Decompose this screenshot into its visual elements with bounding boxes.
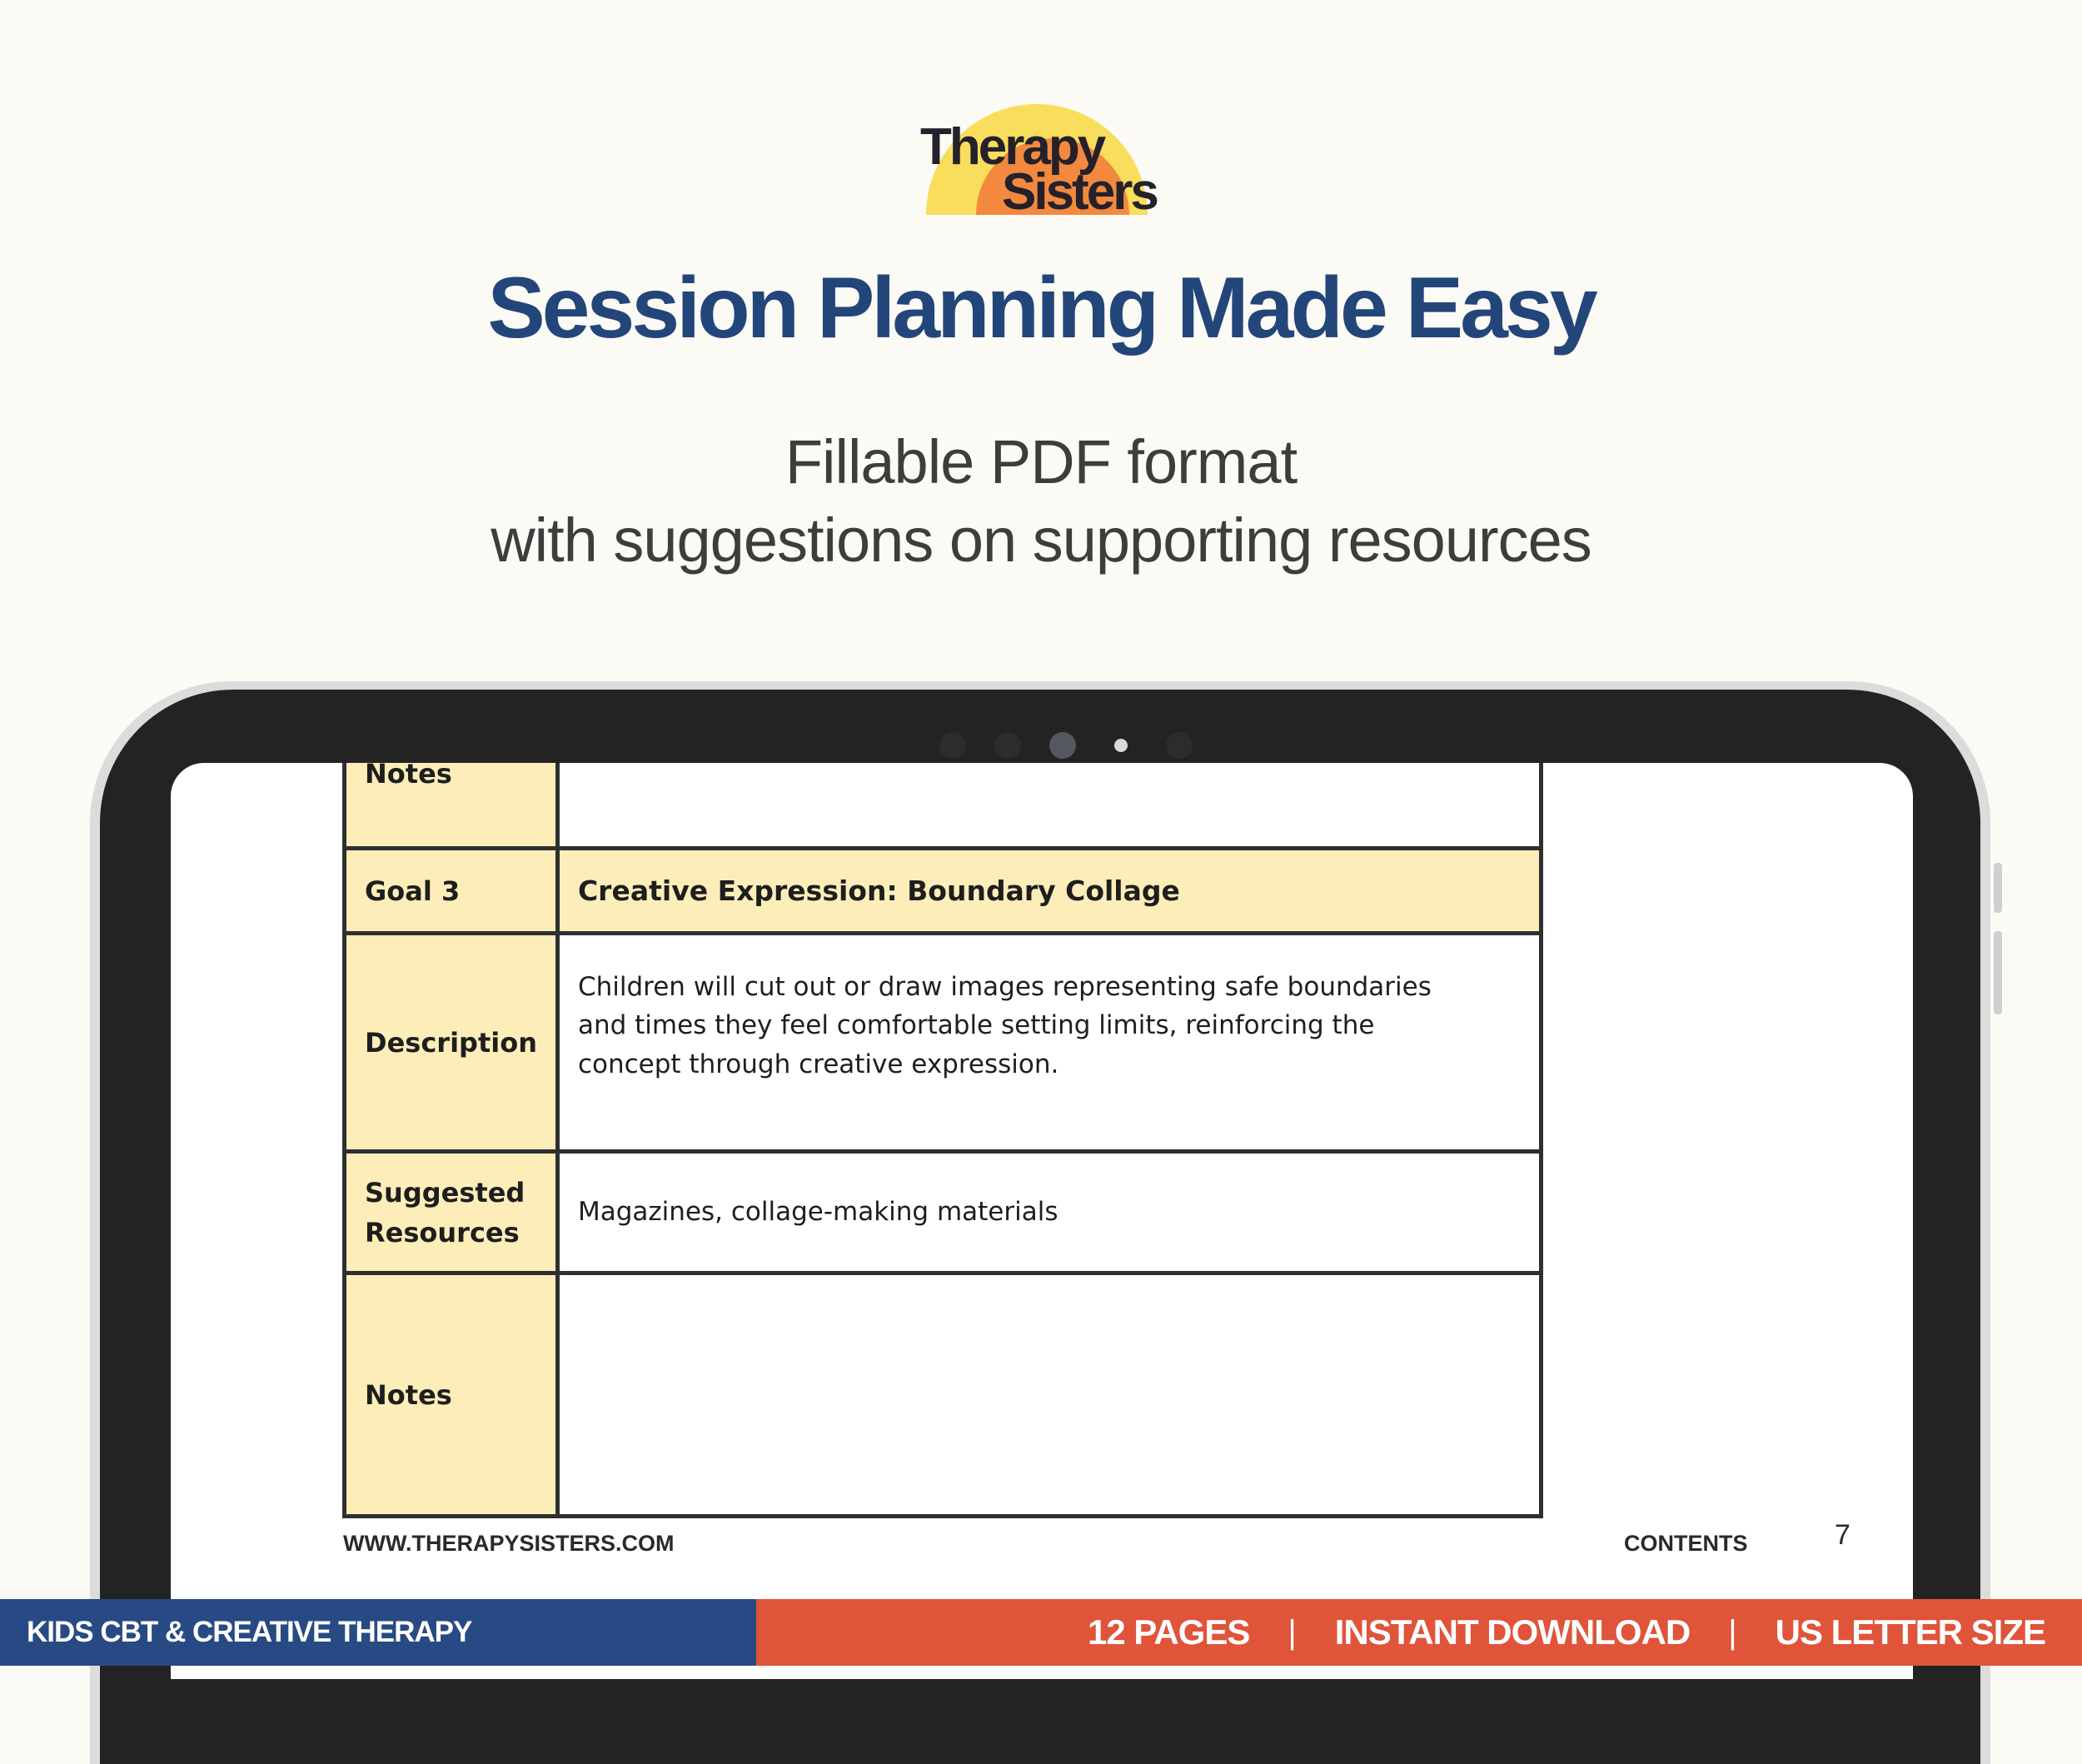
side-button	[1994, 863, 2002, 913]
website-link[interactable]: WWW.THERAPYSISTERS.COM	[343, 1531, 675, 1556]
sensor-dot	[1166, 732, 1193, 759]
volume-button	[1994, 931, 2002, 1014]
category-banner	[0, 1599, 756, 1666]
contents-link[interactable]: CONTENTS	[1624, 1531, 1748, 1556]
row-label-notes: Notes	[345, 763, 558, 849]
camera-array	[939, 731, 1193, 760]
sensor-dot	[994, 732, 1021, 759]
logo-text-line2: Sisters	[1002, 163, 1157, 221]
row-label-suggested-resources: Suggested Resources	[345, 1152, 558, 1273]
page-number: 7	[1835, 1519, 1850, 1551]
therapy-sisters-logo	[912, 98, 1162, 223]
table-row	[345, 934, 1542, 1152]
description-field[interactable]: Children will cut out or draw images representing safe boundaries and times they feel comfortable setting limits, reinforcing the concept through creative expression.	[557, 934, 1541, 1152]
subheadline-line1: Fillable PDF format	[784, 427, 1298, 496]
goal-title[interactable]: Creative Expression: Boundary Collage	[557, 849, 1541, 934]
row-label-description: Description	[345, 934, 558, 1152]
feature-letter-size: US LETTER SIZE	[1775, 1612, 2045, 1652]
sensor-dot	[939, 732, 966, 759]
notes-field[interactable]	[557, 763, 1541, 849]
headline: Session Planning Made Easy	[487, 260, 1595, 356]
camera-lens-icon	[1049, 732, 1076, 759]
table-row	[345, 1273, 1542, 1517]
session-plan-table	[342, 763, 1543, 1518]
subheadline-line2: with suggestions on supporting resources	[491, 506, 1591, 575]
indicator-light	[1114, 739, 1128, 752]
separator: |	[1288, 1613, 1297, 1651]
notes-field[interactable]	[557, 1273, 1541, 1517]
table-row	[345, 763, 1542, 849]
table-row	[345, 1152, 1542, 1273]
feature-instant-download: INSTANT DOWNLOAD	[1334, 1612, 1691, 1652]
features-banner	[756, 1599, 2082, 1666]
category-label: KIDS CBT & CREATIVE THERAPY	[27, 1616, 472, 1648]
separator: |	[1728, 1613, 1737, 1651]
feature-pages: 12 PAGES	[1088, 1612, 1250, 1652]
row-label-notes: Notes	[345, 1273, 558, 1517]
suggested-resources-field[interactable]: Magazines, collage-making materials	[557, 1152, 1541, 1273]
row-label-goal: Goal 3	[345, 849, 558, 934]
table-row	[345, 849, 1542, 934]
tablet-screen	[171, 763, 1913, 1679]
logo-text-line1: Therapy	[920, 118, 1104, 176]
